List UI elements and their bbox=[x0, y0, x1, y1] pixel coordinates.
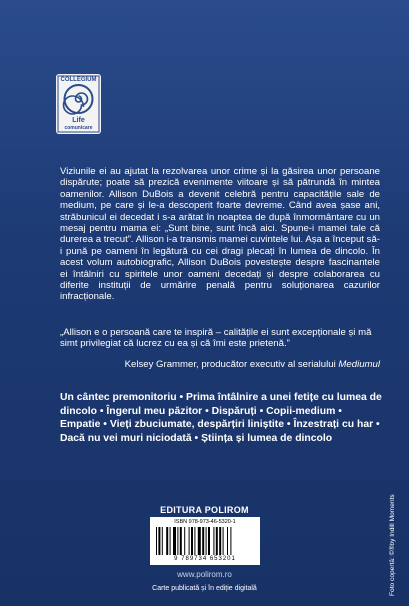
chapter-separator: • bbox=[202, 405, 212, 417]
chapter-title: Dacă nu vei muri niciodată bbox=[60, 432, 192, 444]
logo-brand-text: Life bbox=[72, 117, 85, 124]
chapter-separator: • bbox=[373, 419, 380, 431]
chapter-list bbox=[60, 391, 384, 445]
chapter-separator: • bbox=[100, 419, 110, 431]
chapter-separator: • bbox=[256, 405, 267, 417]
endorsement-work-title: Mediumul bbox=[338, 359, 380, 370]
chapter-title: Prima întâlnire a unei fetițe cu lumea de dincolo bbox=[60, 392, 382, 417]
chapter-title: Copii-medium bbox=[266, 405, 336, 417]
chapter-separator: • bbox=[176, 392, 187, 403]
book-description: Viziunile ei au ajutat la rezolvarea unor crime și la găsirea unor persoane dispărute; poate să prezică evenimente viitoare și să pătrundă în mintea oamenilor. Allison DuBois a devenit celebră pentru capacitățile sale de medium, pe care și le-a descoperit foarte devreme. Când avea șase ani, străbunicul ei decedat i s-a arătat în noaptea de după înmormântare cu un mesaj pentru mama ei: „Sunt bine, sunt încă aici. Spune-i mamei tale că durerea a trecut”. Allison i-a transmis mamei cuvintele lui. Așa a început să-i pună pe oameni în legătură cu cei dragi plecați în lumea de dincolo. În acest volum autobiografic, Allison DuBois povestește despre fascinantele ei întâlniri cu spiritele unor oameni decedați și despre colaborarea cu diferite instituții de urmărire penală pentru soluționarea cazurilor infracționale. bbox=[60, 166, 380, 303]
logo-top-text: COLLEGIUM bbox=[60, 77, 97, 83]
photo-credit: Foto copertă: ©®by Indill Moments bbox=[389, 494, 396, 596]
publisher-name: EDITURA POLIROM bbox=[160, 505, 249, 515]
chapter-separator: • bbox=[191, 432, 202, 444]
publisher-website: www.polirom.ro bbox=[177, 570, 232, 579]
chapter-separator: • bbox=[335, 405, 342, 417]
isbn-text: ISBN 978-973-46-5320-1 bbox=[174, 519, 236, 525]
chapter-separator: • bbox=[284, 419, 294, 431]
chapter-title: Vieți zbuciumate, despărțiri liniștite bbox=[109, 419, 285, 431]
chapter-title: Știința și lumea de dincolo bbox=[201, 432, 333, 444]
barcode bbox=[150, 517, 260, 565]
chapter-separator: • bbox=[96, 405, 107, 417]
endorsement-quote: „Allison e o persoană care te inspiră – calitățile ei sunt excepționale și mă simt privilegiat că lucrez cu ea și că îmi este prietenă.” bbox=[60, 327, 372, 350]
digital-edition-note: Carte publicată și în ediție digitală bbox=[152, 585, 257, 592]
logo-sub-text: comunicare bbox=[64, 125, 93, 131]
endorsement-author-name: Kelsey Grammer, producător executiv al serialului bbox=[124, 359, 339, 370]
chapter-title: Dispăruți bbox=[211, 405, 257, 417]
endorsement-author bbox=[60, 359, 380, 370]
collection-logo bbox=[56, 74, 101, 134]
barcode-bars-icon bbox=[156, 527, 254, 555]
chapter-title: Înzestrați cu har bbox=[293, 419, 374, 431]
chapter-title: Îngerul meu păzitor bbox=[106, 405, 203, 417]
chapter-title: Un cântec premonitoriu bbox=[60, 392, 177, 403]
barcode-number: 9 789734 653201 bbox=[174, 556, 236, 562]
chapter-title: Empatie bbox=[60, 419, 101, 431]
